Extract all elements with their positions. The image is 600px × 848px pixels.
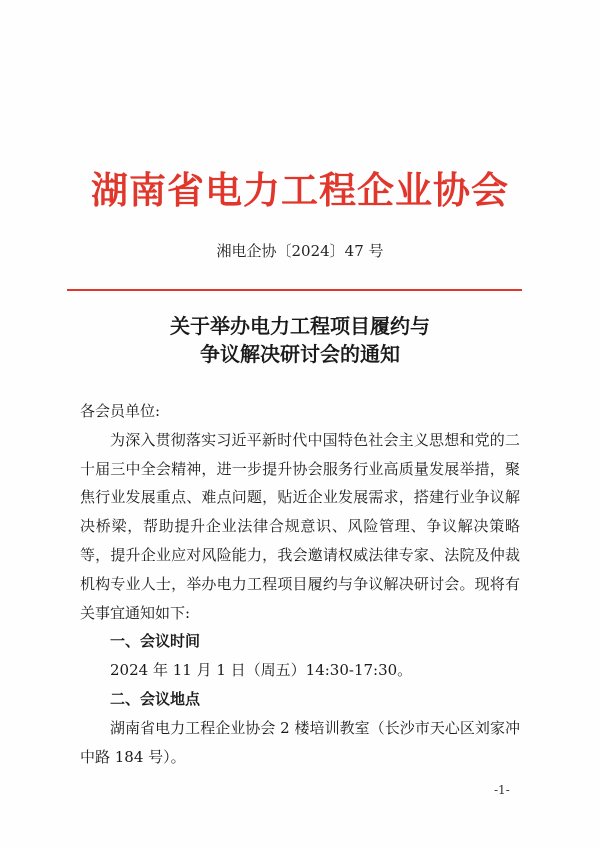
salutation: 各会员单位:	[80, 402, 161, 420]
document-number: 湘电企协〔2024〕47 号	[216, 242, 384, 260]
section-heading-meeting-location: 二、会议地点	[110, 689, 201, 708]
section-heading-meeting-time: 一、会议时间	[110, 632, 201, 651]
notice-body	[80, 397, 520, 771]
meeting-location-text: 湖南省电力工程企业协会 2 楼培训教室（长沙市天心区刘家冲中路 184 号）。	[80, 718, 520, 766]
notice-title-line-1: 关于举办电力工程项目履约与	[170, 314, 430, 338]
notice-title-line-2: 争议解决研讨会的通知	[200, 342, 400, 366]
meeting-time-text: 2024 年 11 月 1 日（周五）14:30-17:30。	[110, 661, 413, 680]
intro-paragraph: 为深入贯彻落实习近平新时代中国特色社会主义思想和党的二十届三中全会精神，进一步提升协会服务行业高质量发展举措，聚焦行业发展重点、难点问题，贴近企业发展需求，搭建行业争议解决桥梁，帮助提升企业法律合规意识、风险管理、争议解决策略等，提升企业应对风险能力，我会邀请权威法律专家、法院及仲裁机构专业人士，举办电力工程项目履约与争议解决研讨会。现将有关事宜通知如下:	[80, 430, 520, 622]
notice-title	[0, 312, 600, 368]
organization-name-header: 湖南省电力工程企业协会	[91, 168, 509, 212]
red-divider-line	[67, 289, 522, 291]
page-number: -1-	[494, 783, 510, 797]
